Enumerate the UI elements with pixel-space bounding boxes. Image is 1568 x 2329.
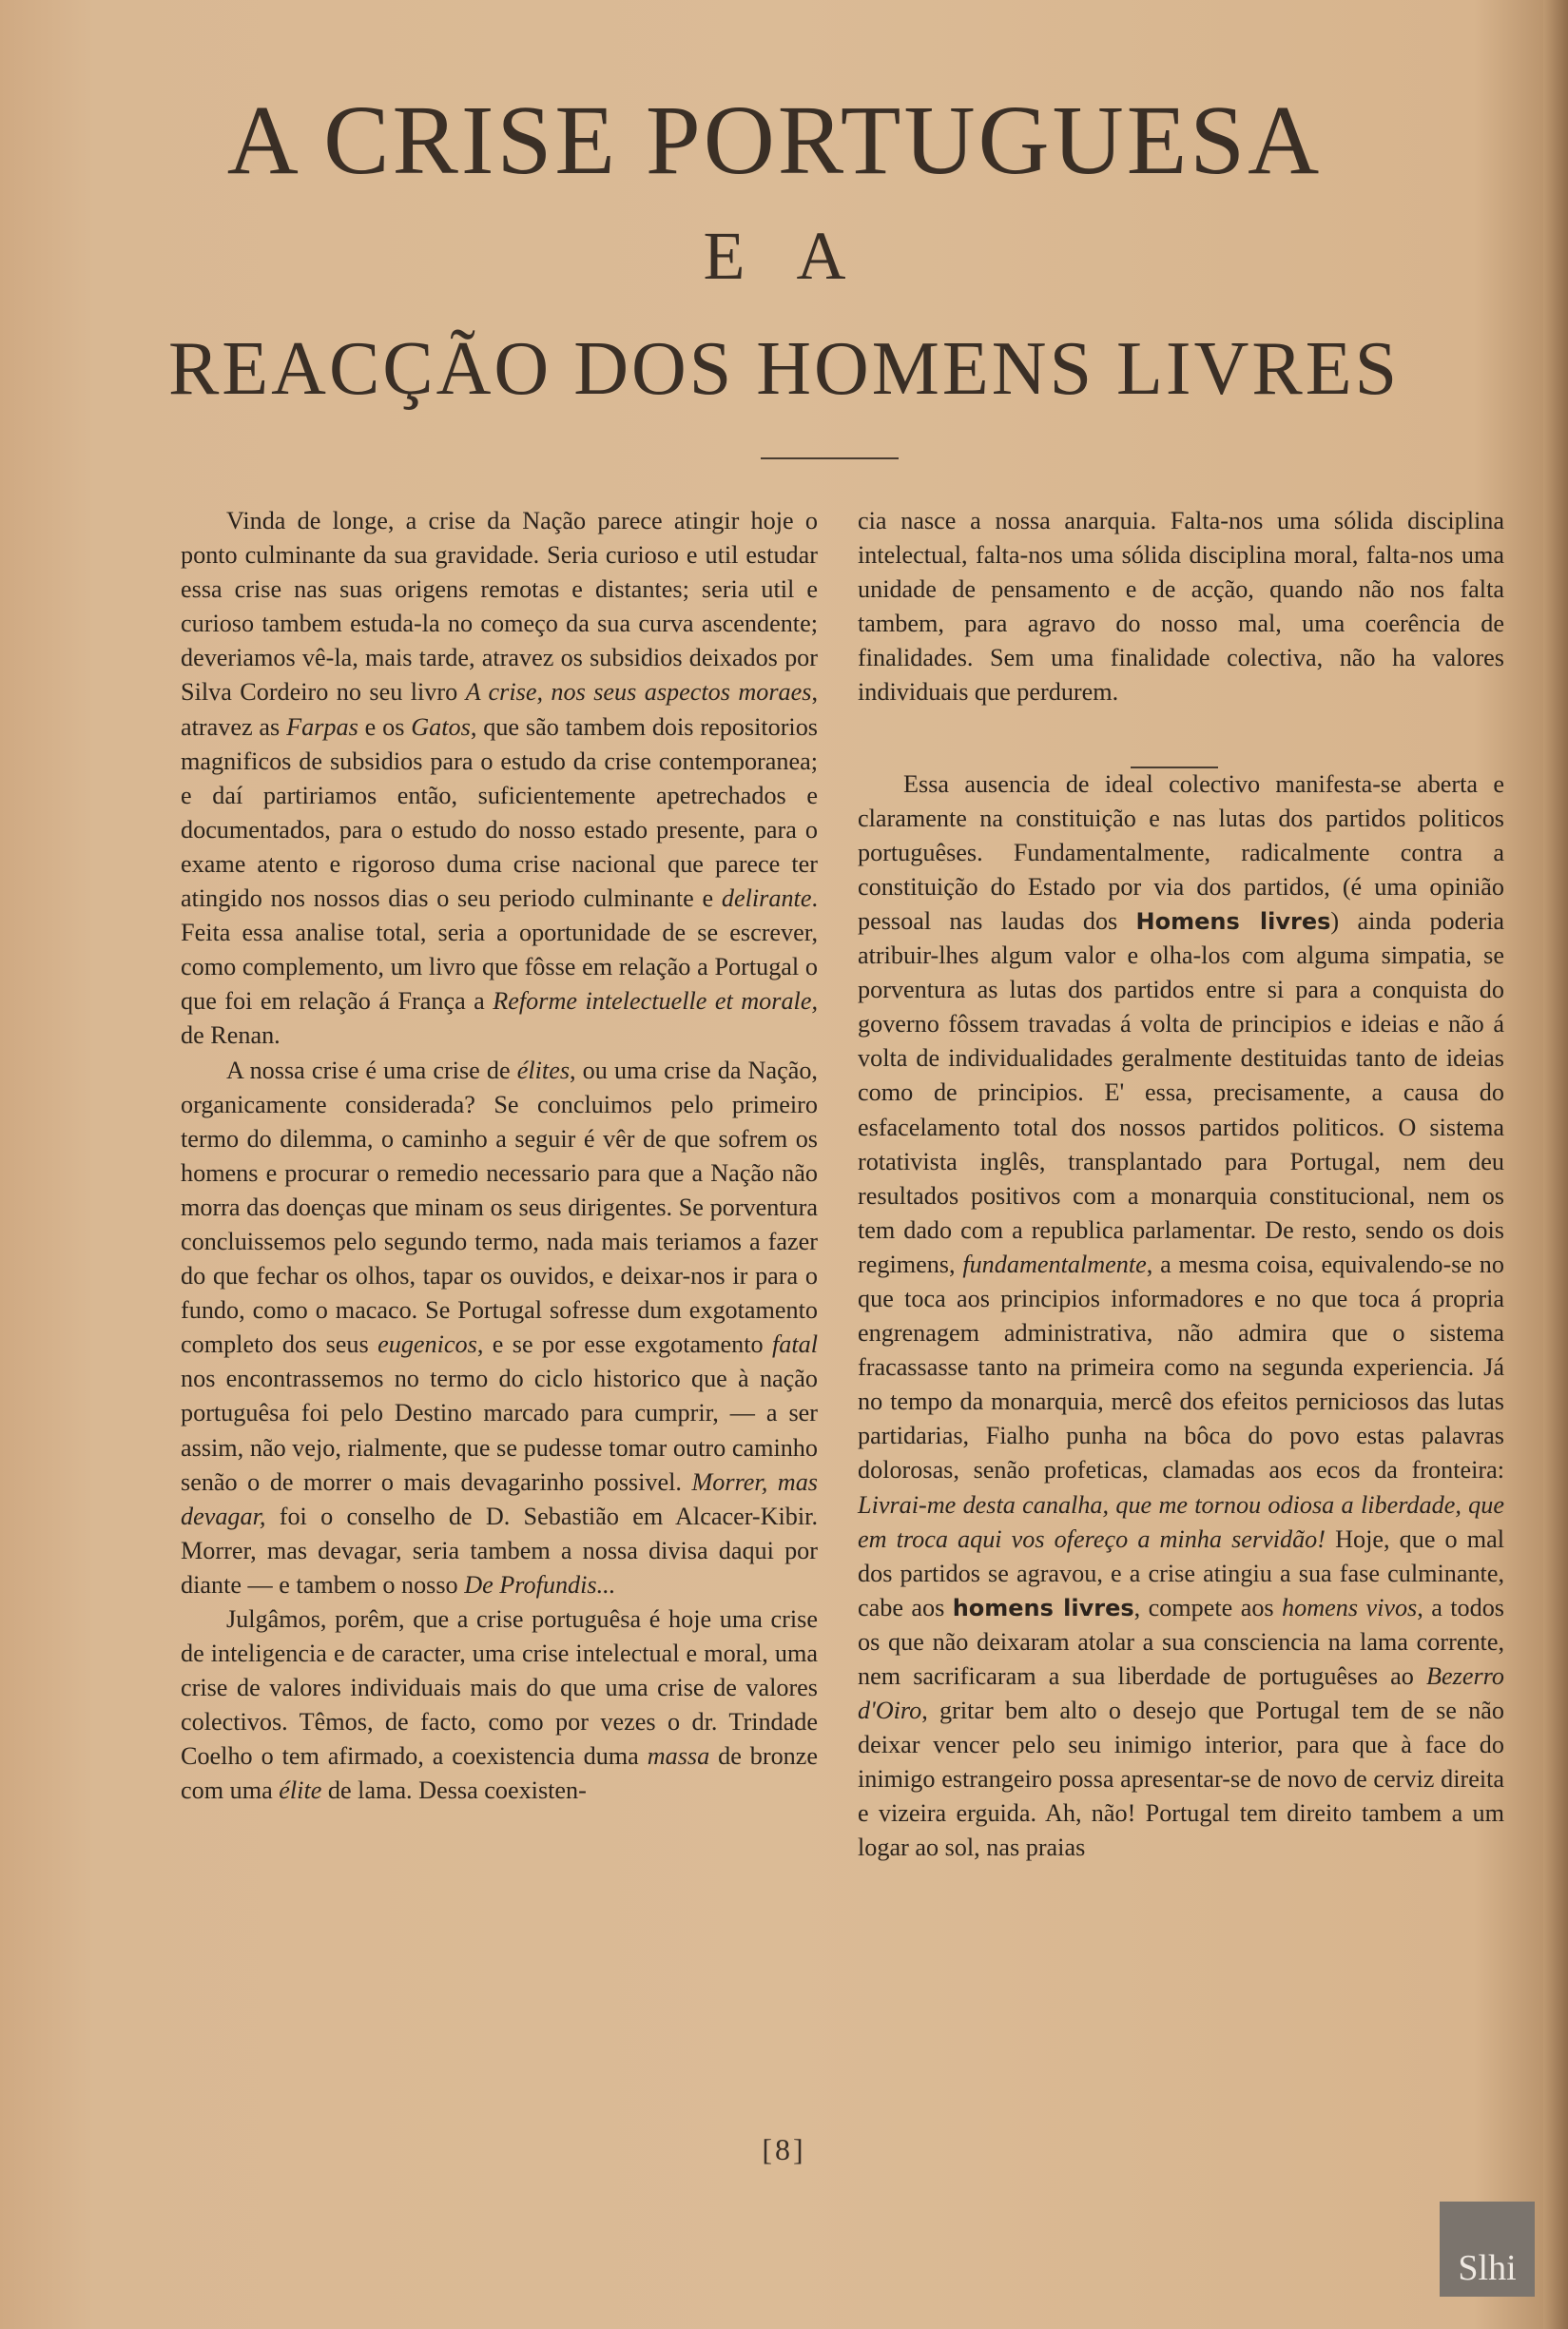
text-run: ) ainda poderia atribuir-lhes algum valor e olha-los com alguma simpatia, se porventura as lutas dos partidos entre si para a conquista do governo fôssem travadas á volta de principios e ideias e não á volta de individualidades geralmente destituidas tanto de ideias como de principios. E' essa, precisamente, a causa do esfacelamento total dos nossos partidos politicos. O sistema rotativista inglês, transplantado para Portugal, nem deu resultados positivos com a monarquia constitucional, nem os tem dado com a republica parlamentar. De resto, sendo os dois regimens, — [858, 906, 1504, 1278]
text-run: , atravez as — [181, 678, 818, 741]
text-run: de lama. Dessa coexisten- — [321, 1776, 587, 1805]
text-run: , ou uma crise da Nação, organicamente considerada? Se concluimos pelo primeiro termo do dilemma, o caminho a seguir é vêr de que sofrem os homens e procurar o remedio necessario para que a Nação não morra das doenças que minam os seus dirigentes. Se porventura concluissemos pelo segundo termo, nada mais teriamos a fazer do que fechar os olhos, tapar os ouvidos, e deixar-nos ir para o fundo, como o macaco. Se Portugal sofresse dum exgotamento completo dos seus — [181, 1056, 818, 1359]
text-run: de bronze com uma — [181, 1742, 819, 1805]
title-line-3: REACÇÃO DOS HOMENS LIVRES — [167, 327, 1401, 411]
text-run: Hoje, que o mal dos partidos se agravou, e a crise atingiu a sua fase culminante, cabe aos — [858, 1524, 1505, 1621]
text-run: A nossa crise é uma crise de — [226, 1056, 517, 1084]
text-run: Essa ausencia de ideal colectivo manifesta-se aberta e claramente na constituição e nas lutas dos partidos politicos portuguêses. Fundamentalmente, radicalmente contra a constituição do Estado por via dos partidos, (é uma opinião pessoal nas laudas dos — [858, 769, 1504, 935]
italic-text: Bezerro d'Oiro — [858, 1662, 1504, 1725]
title-line-2: E A — [703, 218, 865, 294]
italic-text: A crise, nos seus aspectos moraes — [465, 678, 812, 707]
text-run: Vinda de longe, a crise da Nação parece atingir hoje o ponto culminante da sua gravidade. Seria curioso e util estudar essa crise nas suas origens remotas e distantes; seria util e curioso tambem estuda-la no começo da sua curva ascendente; deveriamos vê-la, mais tarde, atravez os subsidios deixados por Silva Cordeiro no seu livro — [181, 507, 818, 707]
title-line-1: A CRISE PORTUGUESA — [226, 86, 1323, 195]
italic-text: homens vivos — [1282, 1593, 1418, 1621]
left-paragraph-1 — [181, 504, 818, 1054]
text-run: , compete aos — [1133, 1593, 1283, 1621]
italic-text: fundamentalmente — [962, 1250, 1147, 1278]
italic-text: Livrai-me desta canalha, que me tornou odiosa a liberdade, que em troca aqui vos ofereço a minha servidão! — [858, 1490, 1504, 1553]
italic-text: delirante — [721, 884, 812, 913]
right-paragraph-1 — [858, 504, 1504, 710]
italic-text: eugenicos — [377, 1330, 477, 1359]
right-paragraph-2 — [858, 767, 1504, 1866]
title-rule — [761, 457, 899, 459]
italic-text: élites — [516, 1056, 571, 1084]
left-paragraph-2 — [181, 1054, 818, 1603]
library-logo: Slhi — [1440, 2202, 1535, 2297]
italic-text: Reforme intelectuelle et morale, — [493, 987, 818, 1016]
italic-text: élite — [279, 1776, 322, 1805]
text-run: e os — [358, 712, 412, 741]
page-number: [8] — [762, 2132, 806, 2166]
italic-text: Farpas — [286, 712, 358, 741]
italic-text: fatal — [771, 1330, 818, 1359]
text-run: cia nasce a nossa anarquia. Falta-nos uma sólida disciplina intelectual, falta-nos uma sólida disciplina moral, falta-nos uma unidade de pensamento e de acção, quando não nos falta tambem, para agravo do nosso mal, uma coerência de finalidades. Sem uma finalidade colectiva, não ha valores individuais que perdurem. — [858, 507, 1504, 707]
text-run: Julgâmos, porêm, que a crise portuguêsa é hoje uma crise de inteligencia e de caracter, uma crise intelectual e moral, uma crise de valores individuais mais do que uma crise de valores colectivos. Têmos, de facto, como por vezes o dr. Trindade Coelho o tem afirmado, a coexistencia duma — [181, 1605, 818, 1771]
text-run: . Feita essa analise total, seria a oportunidade de se escrever, como complemento, um livro que fôsse em relação a Portugal o que foi em relação á França a — [181, 884, 818, 1016]
section-gap — [858, 710, 1504, 767]
italic-text: massa — [647, 1742, 710, 1771]
text-run: , e se por esse exgotamento — [476, 1330, 772, 1359]
section-rule — [1131, 767, 1218, 768]
italic-text: Morrer, mas devagar, — [181, 1467, 818, 1530]
text-run: foi o conselho de D. Sebastião em Alcacer-Kibir. Morrer, mas devagar, seria tambem a nossa divisa daqui por diante — e tambem o nosso — [181, 1502, 818, 1599]
bold-text: homens livres — [952, 1594, 1134, 1621]
text-run: de Renan. — [181, 1021, 281, 1050]
italic-text: Gatos — [411, 712, 471, 741]
bold-text: Homens livres — [1135, 907, 1331, 935]
text-run: , a todos os que não deixaram atolar a sua consciencia na lama corrente, nem sacrificaram a sua liberdade de portuguêses ao — [858, 1593, 1504, 1690]
left-paragraph-3 — [181, 1602, 818, 1809]
text-run: , que são tambem dois repositorios magnificos de subsidios para o estudo da crise contemporanea; e daí partiriamos então, suficientemente apetrechados e documentados, para o estudo do nosso estado presente, para o exame atento e rigoroso duma crise nacional que parece ter atingido nos nossos dias o seu periodo culminante e — [181, 712, 818, 913]
left-column — [181, 504, 818, 1809]
text-run: nos encontrassemos no termo do ciclo historico que à nação portuguêsa foi pelo Destino marcado para cumprir, — a ser assim, não vejo, rialmente, que se pudesse tomar outro caminho senão o de morrer o mais devagarinho possivel. — [181, 1365, 818, 1496]
text-run: , gritar bem alto o desejo que Portugal tem de se não deixar vencer pelo seu inimigo interior, para que à face do inimigo estrangeiro possa apresentar-se de novo de cerviz direita e vizeira erguida. Ah, não! Portugal tem direito tambem a um logar ao sol, nas praias — [858, 1697, 1504, 1862]
right-column — [858, 504, 1504, 1866]
text-run: , a mesma coisa, equivalendo-se no que toca aos principios informadores e no que toca á propria engrenagem administrativa, não admira que o sistema fracassasse tanto na primeira como na segunda experiencia. Já no tempo da monarquia, mercê dos efeitos perniciosos das lutas partidarias, Fialho punha na bôca do povo estas palavras dolorosas, senão profeticas, clamadas aos ecos da fronteira: — [858, 1250, 1504, 1485]
italic-text: De Profundis... — [464, 1570, 616, 1599]
